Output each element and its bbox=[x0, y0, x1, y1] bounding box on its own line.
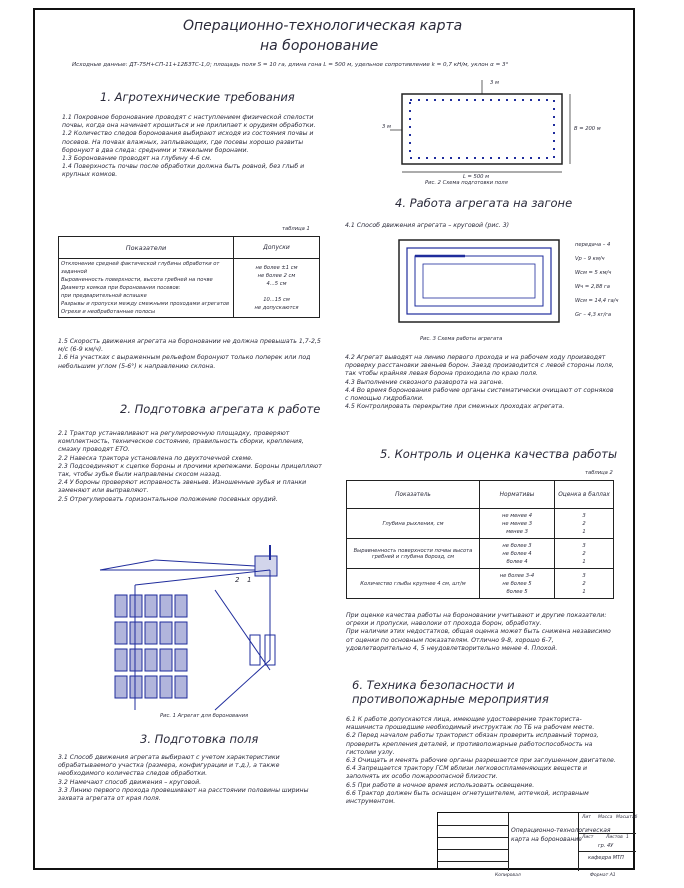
title-line-2: на боронование bbox=[260, 38, 379, 54]
s6-item: 6.4 Запрещается трактору ГСМ вблизи легковоспламеняющих веществ и заполнять их особо пожароопасной близости. bbox=[346, 765, 588, 781]
stamp-scale: Масштаб bbox=[616, 815, 638, 820]
fig2-caption: Рис. 2 Схема подготовки поля bbox=[425, 180, 508, 186]
t1-header-tolerance: Допуски bbox=[234, 237, 320, 259]
s2-item: 2.1 Трактор устанавливают на регулировочную площадку, проверяют комплектность, техническое состояние, правильность сборки, крепления, смазку проводят ЕТО. bbox=[58, 430, 304, 454]
s1-item: 1.2 Количество следов боронования выбирают исходя из состояния почвы и посевов. На почвах влажных, заплывающих, где посевы хорошо развиты боронуют в два следа: средними и тяжелыми боронами. bbox=[62, 130, 314, 154]
s5-note: При наличии этих недостатков, общая оценка может быть снижена независимо от оценки по основным показателям. Отлично 9-8, хорошо 6-7, удовлетворительно 4, 5 неудовлетворительно менее 4. Плохой. bbox=[346, 628, 611, 652]
harrow-aggregate-drawing bbox=[95, 540, 295, 720]
t2-cell: Количество глыбы крупнее 4 см, шт/м bbox=[347, 569, 480, 599]
t2-cell: 3 2 1 bbox=[555, 539, 614, 569]
s1-item: 1.4 Поверхность почвы после обработки должна быть ровной, без глыб и крупных комков. bbox=[62, 163, 305, 179]
stamp-title-2: карта на боронование bbox=[511, 836, 582, 843]
fig2-label-B: B = 200 м bbox=[574, 126, 601, 132]
s4-item: 4.5 Контролировать перекрытие при смежных проходах агрегата. bbox=[345, 403, 565, 411]
t1-right-col: не более ±1 см не более 2 см 4...5 см 10...15 см не допускаются bbox=[234, 259, 320, 318]
t2-cell: Выравненность поверхности почвы высота гребней и глубина борозд, см bbox=[347, 539, 480, 569]
s6-item: 6.6 Трактор должен быть оснащен огнетушителем, аптечкой, исправным инструментом. bbox=[346, 789, 589, 806]
fig1-label-2: 2 bbox=[235, 576, 240, 584]
param: передача – 4 bbox=[575, 242, 611, 248]
s3-item: 3.3 Линию первого прохода провешивают на расстоянии половины ширины захвата агрегата от края поля. bbox=[58, 786, 309, 803]
title-line-1: Операционно-технологическая карта bbox=[183, 18, 463, 34]
section-2-items bbox=[58, 430, 328, 504]
aggregate-work-scheme bbox=[395, 236, 565, 326]
s1-item: 1.5 Скорость движения агрегата на бороновании не должна превышать 1,7-2,5 м/с (6-9 км/ч). bbox=[58, 338, 321, 354]
table-row bbox=[347, 569, 614, 599]
fig1-label-1: 1 bbox=[247, 576, 252, 584]
s3-item: 3.1 Способ движения агрегата выбирают с учетом характеристики обрабатываемого участка (размера, конфигурации и т.д.), а также необходимого количества следов обработки. bbox=[58, 754, 280, 778]
fig1-caption: Рис. 1 Агрегат для боронования bbox=[160, 713, 249, 719]
stamp-sheet: Лист bbox=[582, 835, 594, 840]
fig2-label-e: 3 м bbox=[490, 80, 499, 86]
stamp-sheets-val: 1 bbox=[626, 835, 629, 840]
section-2-title: 2. Подготовка агрегата к работе bbox=[120, 402, 321, 416]
s6-item: 6.3 Очищать и менять рабочие органы разрешается при заглушенном двигателе. bbox=[346, 757, 616, 765]
fig2-label-L: L = 500 м bbox=[463, 174, 489, 180]
t2-header: Показатель bbox=[347, 481, 480, 509]
s3-item: 3.2 Намечают способ движения – круговой. bbox=[58, 778, 202, 786]
table-2-caption: таблица 2 bbox=[585, 470, 613, 476]
t2-header: Оценка в баллах bbox=[555, 481, 614, 509]
section-4-sub: 4.1 Способ движения агрегата – круговой (рис. 3) bbox=[345, 222, 510, 229]
fig2-label-left: 3 м bbox=[382, 124, 391, 130]
param: Wсм = 5 км/ч bbox=[575, 270, 612, 276]
s4-item: 4.2 Агрегат выводят на линию первого прохода и на рабочем ходу производят проверку расстановки звеньев борон. Заезд производится с левой стороны поля, так чтобы крайняя левая борона проходила по краю поля. bbox=[345, 354, 614, 378]
s5-note: При оценке качества работы на бороновании учитывают и другие показатели: огрехи и пропуски, наволоки от прохода борон, обработку. bbox=[346, 612, 607, 628]
section-1-title: 1. Агротехнические требования bbox=[100, 90, 295, 104]
t2-cell: не более 3-4 не более 5 более 5 bbox=[480, 569, 555, 599]
t2-cell: 3 2 1 bbox=[555, 509, 614, 539]
stamp-org-2: кафедра МТП bbox=[588, 855, 624, 861]
param: Wч = 2,88 га bbox=[575, 284, 610, 290]
title-block bbox=[437, 812, 638, 870]
param: Gг – 4,3 кг/га bbox=[575, 312, 612, 318]
table-1-caption: таблица 1 bbox=[282, 226, 310, 232]
s2-item: 2.4 У бороны проверяют исправность звеньев. Изношенные зубья и планки заменяют или выправляют. bbox=[58, 479, 307, 495]
s2-item: 2.3 Подсоединяют к сцепке бороны и прочими крепежами. Бороны прицепляют так, чтобы зубья были направлены скосом назад. bbox=[58, 462, 322, 479]
section-4-items bbox=[345, 354, 615, 411]
s1-item: 1.6 На участках с выраженным рельефом боронуют только поперек или под небольшим углом (5-6°) к направлению склона. bbox=[58, 354, 311, 370]
section-5-notes bbox=[346, 612, 614, 653]
t2-cell: Глубина рыхления, см bbox=[347, 509, 480, 539]
param: Vр – 9 км/ч bbox=[575, 256, 605, 262]
aggregate-params bbox=[575, 238, 618, 322]
s4-item: 4.4 Во время боронования рабочие органы систематически очищают от сорняков с помощью гидробалки. bbox=[345, 386, 614, 403]
initial-data: Исходные данные: ДТ-75Н+СП-11+12БЗТС-1,0; площадь поля S = 10 га, длина гона L = 500 м, удельное сопротивление k = 0,7 кН/м, уклон α = 3° bbox=[72, 62, 509, 68]
stamp-copied: Копировал bbox=[495, 873, 521, 878]
field-scheme-drawing bbox=[370, 80, 600, 180]
section-3-items bbox=[58, 754, 328, 803]
t2-header: Нормативы bbox=[480, 481, 555, 509]
t2-cell: не более 3 не более 4 более 4 bbox=[480, 539, 555, 569]
s4-item: 4.3 Выполнение сквозного разворота на загоне. bbox=[345, 378, 504, 386]
t2-cell: не менее 4 не менее 3 менее 3 bbox=[480, 509, 555, 539]
s6-item: 6.2 Перед началом работы тракторист обязан проверить исправный тормоз, проверить крепления деталей, и противопожарные работоспособность на гистолии узлу. bbox=[346, 732, 599, 756]
s1-item: 1.1 Покровное боронование проводят с наступлением физической спелости почвы, когда она начинает крошиться и не прилипает к орудиям обработки. bbox=[62, 114, 316, 130]
s2-item: 2.2 Навеска трактора установлена по двухточечной схеме. bbox=[58, 454, 253, 462]
section-1-items bbox=[62, 114, 327, 180]
section-6-title: 6. Техника безопасности и противопожарные мероприятия bbox=[352, 678, 549, 706]
section-5-title: 5. Контроль и оценка качества работы bbox=[380, 447, 618, 461]
section-4-title: 4. Работа агрегата на загоне bbox=[395, 196, 573, 210]
fig3-caption: Рис. 3 Схема работы агрегата bbox=[420, 336, 503, 342]
t1-header-indicator: Показатели bbox=[59, 237, 234, 259]
param: Wсм = 14,4 га/ч bbox=[575, 298, 619, 304]
s1-item: 1.3 Боронование проводят на глубину 4-6 см. bbox=[62, 155, 212, 163]
s6-item: 6.1 К работе допускаются лица, имеющие удостоверение тракториста-машиниста прошедшие необходимый инструктаж по ТБ на рабочем месте. bbox=[346, 716, 595, 732]
stamp-format: Формат А1 bbox=[590, 873, 616, 878]
stamp-org-1: гр. 4У bbox=[598, 843, 614, 849]
stamp-mass: Масса bbox=[598, 815, 613, 820]
section-1-items-2 bbox=[58, 338, 328, 371]
s6-item: 6.5 При работе в ночное время использовать освещение. bbox=[346, 781, 535, 789]
table-row bbox=[347, 509, 614, 539]
stamp-sheets: Листов bbox=[606, 835, 623, 840]
table-2 bbox=[346, 480, 614, 599]
table-1 bbox=[58, 236, 320, 318]
table-row bbox=[347, 539, 614, 569]
s2-item: 2.5 Отрегулировать горизонтальное положение посевных орудий. bbox=[58, 495, 278, 503]
stamp-lit: Лит bbox=[582, 815, 591, 820]
section-6-items bbox=[346, 716, 616, 806]
stamp-title-1: Операционно-технологическая bbox=[511, 827, 611, 834]
section-3-title: 3. Подготовка поля bbox=[140, 732, 259, 746]
t2-cell: 3 2 1 bbox=[555, 569, 614, 599]
t1-left-col: Отклонение средней фактической глубины обработки от заданной Выровненность поверхности, высота гребней на почве Диаметр комков при боронования посевов: при предварительной вспашке Разрывы и пропуски между смежными проходами агрегатов Огрехи и необработанные полосы bbox=[59, 259, 234, 318]
